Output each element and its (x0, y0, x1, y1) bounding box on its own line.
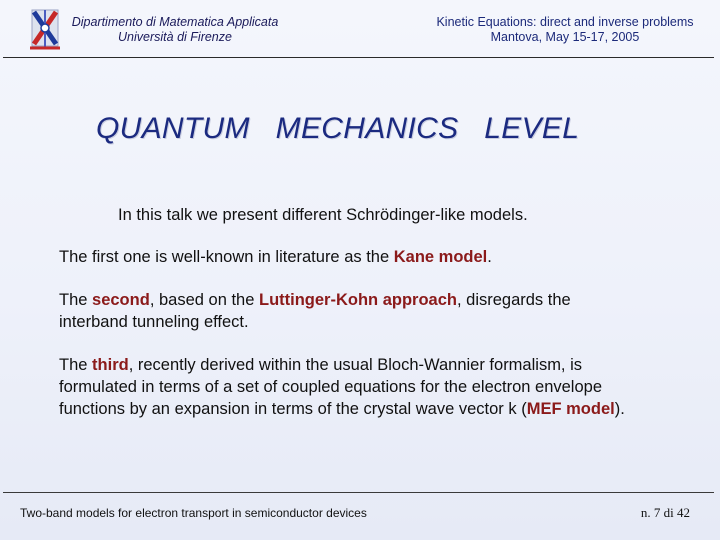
footer-talk-title: Two-band models for electron transport in semiconductor devices (20, 506, 367, 520)
kane-paragraph (59, 246, 699, 268)
luttinger-kohn-paragraph (59, 289, 699, 333)
slide-title: QUANTUM MECHANICS LEVEL (96, 112, 580, 145)
lk-text-3: , disregards the interband tunneling effect. (59, 291, 571, 331)
header-department-name: Dipartimento di Matematica Applicata (71, 15, 279, 29)
intro-paragraph: In this talk we present different Schrödinger-like models. (118, 206, 528, 224)
mef-text-3: ). (614, 400, 625, 418)
kane-model-highlight: Kane model (393, 248, 488, 266)
lk-second-highlight: second (92, 291, 150, 309)
header-conference-date: Mantova, May 15-17, 2005 (490, 30, 640, 44)
header-conference-title: Kinetic Equations: direct and inverse problems (436, 15, 694, 29)
lk-text-1: The (59, 291, 93, 309)
mef-model-highlight: MEF model (526, 400, 615, 418)
kane-text-after: . (487, 248, 492, 266)
header-divider (3, 57, 714, 58)
mef-text-1: The (59, 356, 93, 374)
mef-paragraph (59, 354, 699, 420)
footer-page-number: n. 7 di 42 (640, 505, 690, 520)
lk-text-2: , based on the (149, 291, 259, 309)
header-university-name: Università di Firenze (118, 30, 232, 44)
lk-approach-highlight: Luttinger-Kohn approach (258, 291, 457, 309)
header-conference (420, 15, 710, 45)
university-logo-icon (28, 8, 62, 52)
mef-third-highlight: third (92, 356, 129, 374)
mef-text-2: , recently derived within the usual Bloch-Wannier formalism, is formulated in terms of a set of coupled equations for the electron envelope functions by an expansion in terms of the crystal wave vector k ( (59, 356, 602, 418)
header-department (70, 15, 280, 45)
footer-divider (3, 492, 714, 493)
kane-text-before: The first one is well-known in literature as the (59, 248, 394, 266)
